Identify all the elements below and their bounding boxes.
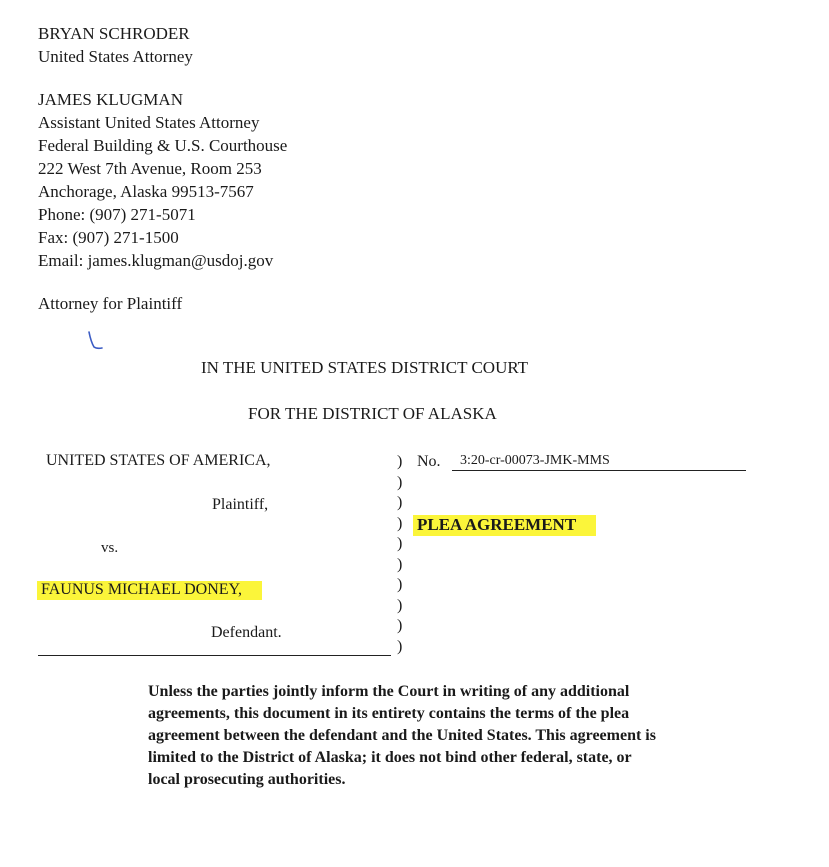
phone: Phone: (907) 271-5071 (38, 205, 196, 224)
defendant-name: FAUNUS MICHAEL DONEY, (37, 581, 262, 598)
paren: ) (397, 576, 403, 593)
attorney-block (38, 22, 287, 315)
court-name: IN THE UNITED STATES DISTRICT COURT (201, 358, 529, 377)
paren: ) (397, 637, 403, 655)
pen-mark-icon (85, 330, 107, 352)
caption-divider (38, 655, 391, 656)
paren: ) (397, 617, 403, 634)
assistant-title: Assistant United States Attorney (38, 113, 260, 132)
defendant-label: Defendant. (211, 624, 282, 641)
fax: Fax: (907) 271-1500 (38, 228, 179, 247)
court-district: FOR THE DISTRICT OF ALASKA (248, 404, 497, 423)
paren: ) (397, 453, 403, 470)
attorney-role: Attorney for Plaintiff (38, 294, 183, 313)
paren: ) (397, 473, 403, 491)
case-number: 3:20-cr-00073-JMK-MMS (452, 453, 746, 471)
case-number-label: No. (417, 453, 441, 470)
paren: ) (397, 555, 403, 573)
paren: ) (397, 596, 403, 614)
caption-parentheses (397, 452, 402, 657)
defendant-name-wrap (41, 581, 262, 599)
city-address: Anchorage, Alaska 99513-7567 (38, 182, 254, 201)
document-type-wrap (417, 515, 596, 535)
building: Federal Building & U.S. Courthouse (38, 136, 288, 155)
us-attorney-title: United States Attorney (38, 47, 193, 66)
paren: ) (397, 514, 403, 532)
versus: vs. (101, 540, 119, 556)
plaintiff-label: Plaintiff, (212, 496, 269, 513)
disclaimer-paragraph: Unless the parties jointly inform the Court in writing of any additional agreements, this document in its entirety contains the terms of the plea agreement between the defendant and the United States. This agreement is limited to the District of Alaska; it does not bind other federal, state, or local prosecuting authorities. (148, 683, 656, 788)
paren: ) (397, 535, 403, 552)
us-attorney-name: BRYAN SCHRODER (38, 24, 190, 43)
paren: ) (397, 494, 403, 511)
plaintiff-name: UNITED STATES OF AMERICA, (46, 452, 271, 469)
street-address: 222 West 7th Avenue, Room 253 (38, 159, 262, 178)
assistant-name: JAMES KLUGMAN (38, 90, 183, 109)
email: Email: james.klugman@usdoj.gov (38, 251, 274, 270)
document-type: PLEA AGREEMENT (413, 515, 596, 534)
